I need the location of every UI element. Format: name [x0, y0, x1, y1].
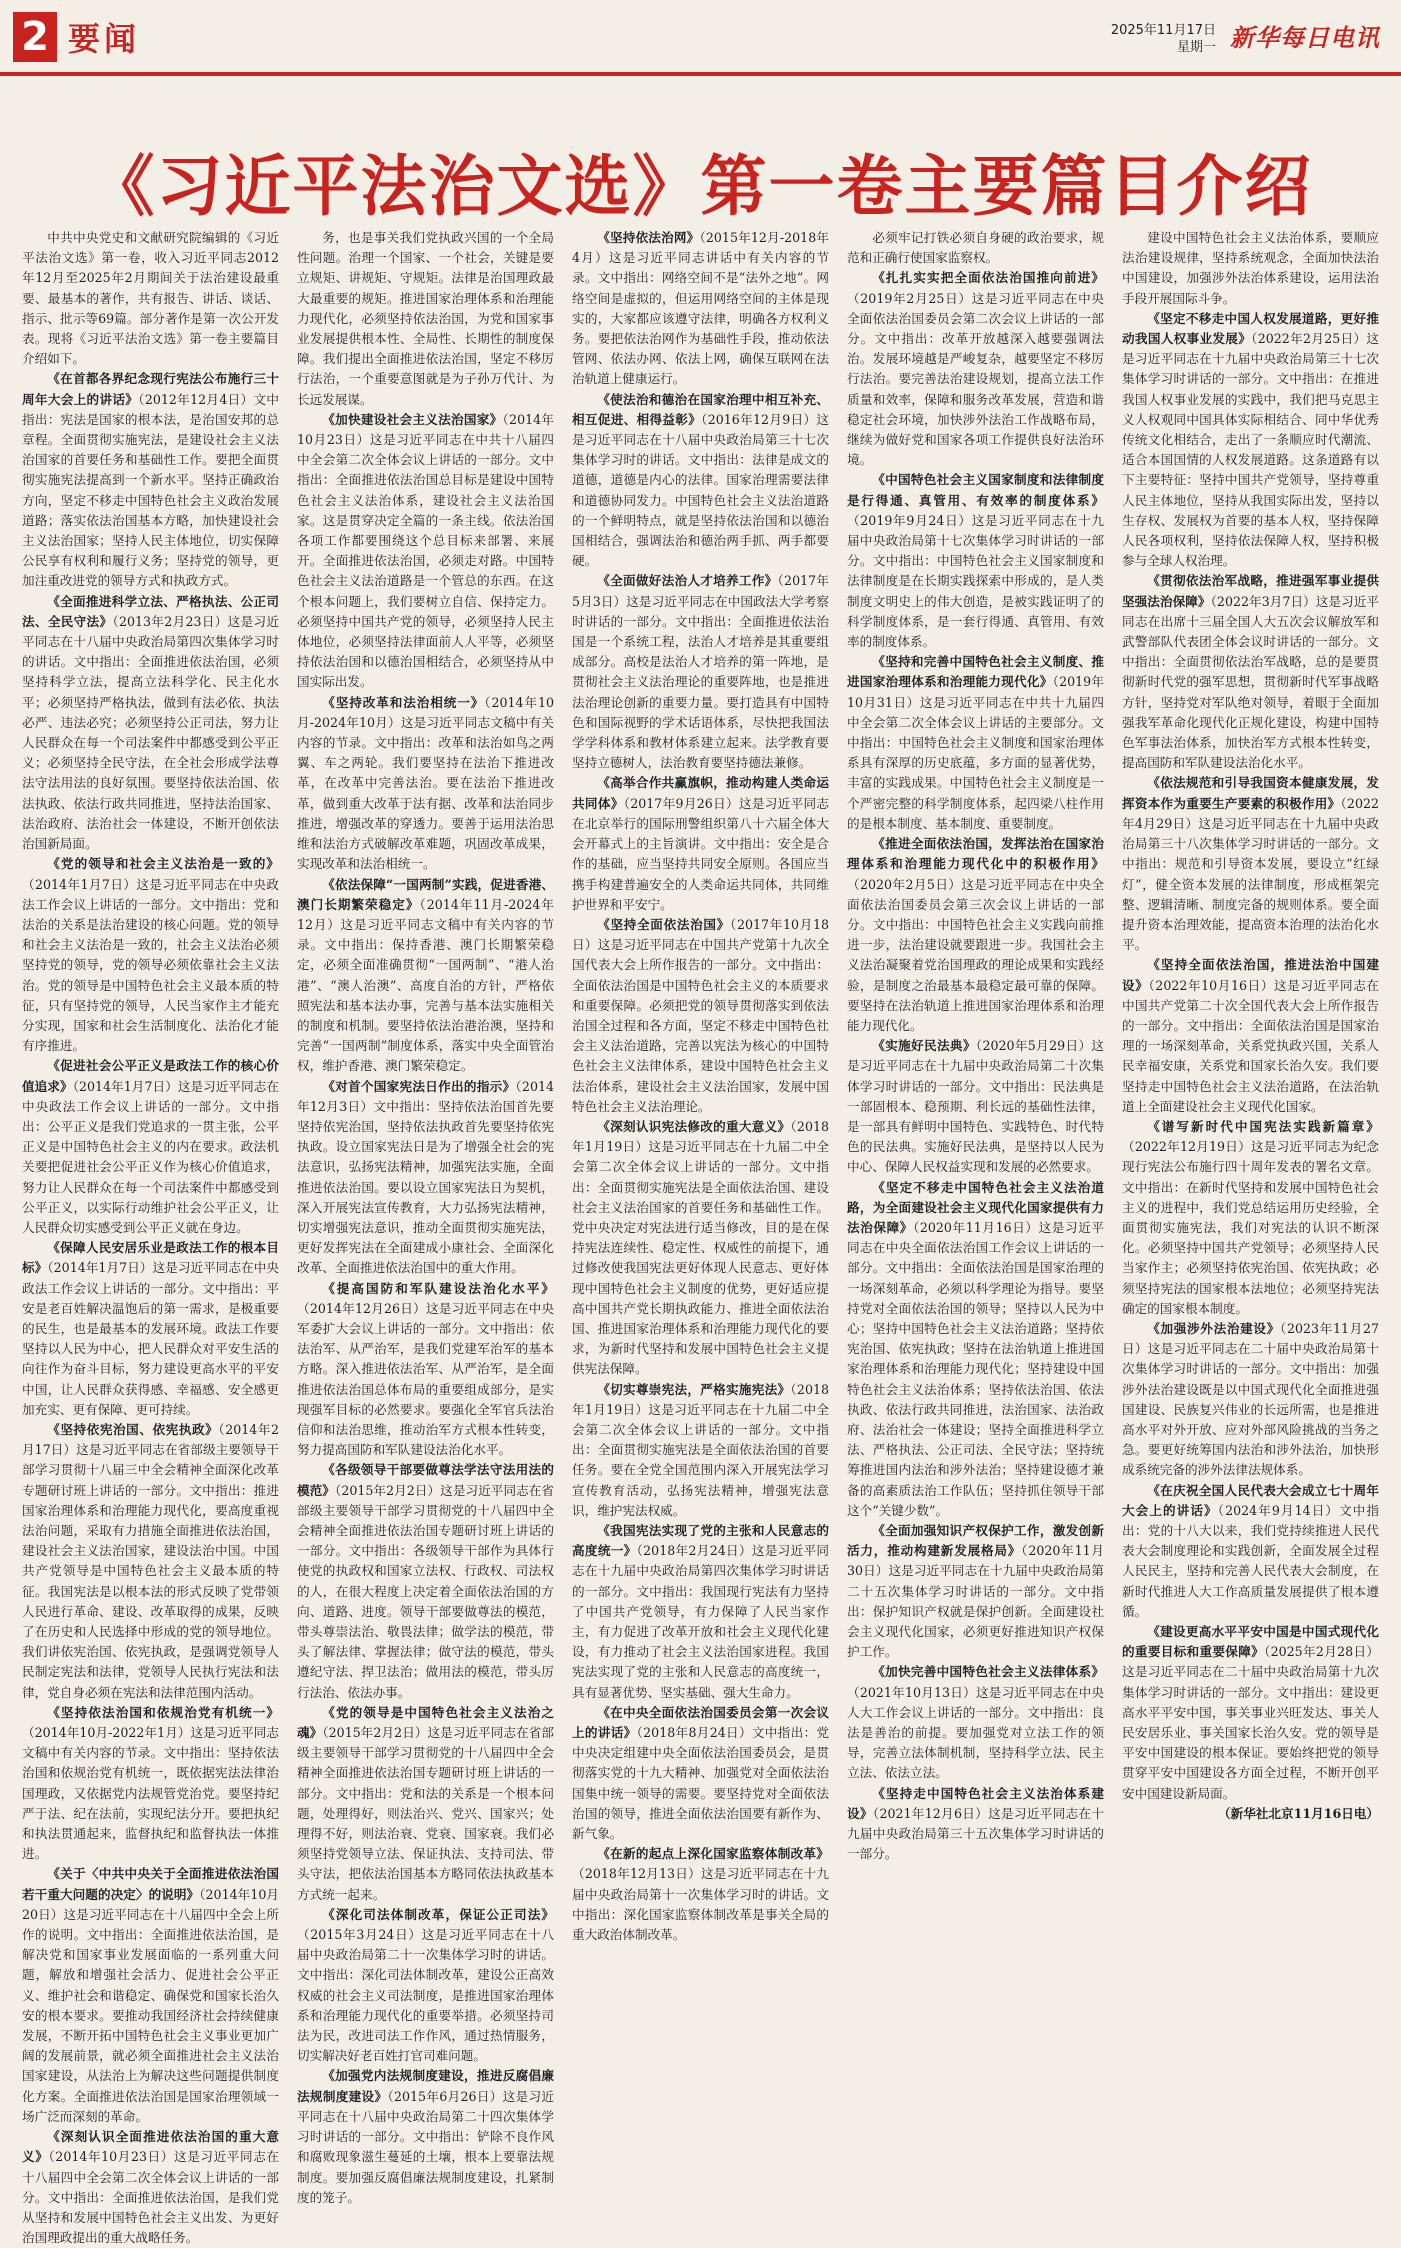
paragraph-text: （2015年2月2日）这是习近平同志在省部级主要领导干部学习贯彻党的十八届四中全会精神全面推进依法治国专题研讨班上讲话的一部分。文中指出：党和法的关系是一个根本问题，处理得好，则法治兴、党兴、国家兴；处理得不好，则法治衰、党衰、国家衰。我们必须坚持党领导立法、保证执法、支持司法、带头守法，把依法治国基本方略同依法执政基本方式统一起来。: [297, 1725, 555, 1902]
article-paragraph: [847, 1662, 1104, 1783]
issue-date: [1100, 22, 1216, 56]
article-headline: 《习近平法治文选》第一卷主要篇目介绍: [88, 147, 1313, 226]
paragraph-text: （2025年2月28日）这是习近平同志在二十届中央政治局第十九次集体学习时讲话的一部分。文中指出：建设更高水平平安中国，事关事业兴旺发达、事关人民安居乐业、事关国家长治久安。党的领导是平安中国建设的根本保证。要始终把党的领导贯穿平安中国建设各方面全过程，不断开创平安中国建设新局面。: [1122, 1644, 1380, 1801]
article-paragraph: [297, 410, 554, 693]
article-paragraph: [1122, 571, 1379, 773]
article-paragraph: [847, 652, 1104, 834]
work-title: 《使法治和德治在国家治理中相互补充、相互促进、相得益彰》: [572, 391, 829, 427]
article-paragraph: [22, 1864, 279, 2127]
article-paragraph: [22, 1703, 279, 1865]
article-paragraph: [22, 1420, 279, 1703]
article-paragraph: [572, 1521, 829, 1703]
section-name: 要闻: [68, 20, 141, 58]
work-title: 《贯彻依法治军战略，推进强军事业提供坚强法治保障》: [1122, 573, 1379, 609]
article-paragraph: [1122, 309, 1379, 572]
page-number: 2: [13, 12, 57, 62]
work-title: 《加强涉外法治建设》: [1147, 1320, 1280, 1336]
work-title: 《全面加强知识产权保护工作，激发创新活力，推动构建新发展格局》: [847, 1523, 1104, 1559]
article-paragraph: [572, 1380, 829, 1521]
work-title: 《谱写新时代中国宪法实践新篇章》: [1147, 1118, 1379, 1134]
paragraph-text: （2014年1月7日）这是习近平同志在中央政法工作会议上讲话的一部分。文中指出：公平正义是我们党追求的一贯主张，公平正义是中国特色社会主义的内在要求。政法机关要把促进社会公平正义作为核心价值追求，努力让人民群众在每一个司法案件中都感受到公平正义，以实际行动维护社会公平正义，让人民群众切实感受到公平正义就在身边。: [22, 1078, 280, 1235]
paragraph-text: （2023年11月27日）这是习近平同志在二十届中央政治局第十次集体学习时讲话的一部分。文中指出：加强涉外法治建设既是以中国式现代化全面推进强国建设、民族复兴伟业的长远所需，也是推进高水平对外开放、应对外部风险挑战的当务之急。要更好统筹国内法治和涉外法治，加快形成系统完备的涉外法律法规体系。: [1122, 1320, 1379, 1478]
weekday-text: 星期一: [1176, 40, 1216, 55]
work-title: 《提高国防和军队建设法治化水平》: [322, 1280, 554, 1296]
text-column: [297, 228, 555, 2205]
paragraph-text: （2018年12月13日）这是习近平同志在十九届中央政治局第十一次集体学习时的讲话。文中指出：深化国家监察体制改革是事关全局的重大政治体制改革。: [572, 1866, 829, 1943]
work-title: 《在庆祝全国人民代表大会成立七十周年大会上的讲话》: [1122, 1482, 1379, 1518]
article-paragraph: [22, 854, 279, 1056]
paragraph-text: （2022年2月25日）这是习近平同志在十九届中央政治局第三十七次集体学习时讲话的一部分。文中指出：在推进我国人权事业发展的实践中，我们把马克思主义人权观同中国具体实际相结合、同中华优秀传统文化相结合，走出了一条顺应时代潮流、适合本国国情的人权发展道路。这条道路有以下主要特征：坚持中国共产党领导，坚持尊重人民主体地位，坚持从我国实际出发，坚持以生存权、发展权为首要的基本人权，坚持保障人民各项权利，坚持依法保障人权，坚持积极参与全球人权治理。: [1122, 331, 1379, 569]
paragraph-text: 必须牢记打铁必须自身硬的政治要求，规范和正确行使国家监察权。: [847, 230, 1104, 266]
paragraph-text: （2014年11月-2024年12月）这是习近平同志文稿中有关内容的节录。文中指出：保持香港、澳门长期繁荣稳定，必须全面准确贯彻“一国两制”、“港人治港”、“澳人治澳”、高度自治的方针，严格依照宪法和基本法办事，完善与基本法实施相关的制度和机制。要坚持依法治港治澳，坚持和完善“一国两制”制度体系，落实中央全面管治权，维护香港、澳门繁荣稳定。: [297, 896, 554, 1074]
text-column: [22, 228, 280, 2246]
work-title: 《全面做好法治人才培养工作》: [597, 573, 778, 589]
article-paragraph: [22, 369, 279, 591]
work-title: 《保障人民安居乐业是政法工作的根本目标》: [22, 1240, 279, 1276]
paragraph-text: 中共中央党史和文献研究院编辑的《习近平法治文选》第一卷，收入习近平同志2012年12月至2025年2月期间关于法治建设最重要、最基本的著作，共有报告、讲话、谈话、指示、批示等69篇。部分著作是第一次公开发表。现将《习近平法治文选》第一卷主要篇目介绍如下。: [22, 230, 279, 367]
paragraph-text: （2012年12月4日）文中指出：宪法是国家的根本法，是治国安邦的总章程。全面贯彻实施宪法，是建设社会主义法治国家的首要任务和基础性工作。要把全面贯彻实施宪法提高到一个新水平。坚持正确政治方向，坚定不移走中国特色社会主义政治发展道路；落实依法治国基本方略，加快建设社会主义法治国家；坚持人民主体地位，切实保障公民享有权利和履行义务；坚持党的领导，更加注重改进党的领导方式和执政方式。: [22, 391, 279, 589]
date-text: 2025年11月17日: [1110, 23, 1216, 38]
paragraph-text: （2020年11月30日）这是习近平同志在十九届中央政治局第二十五次集体学习时讲话的一部分。文中指出：保护知识产权就是保护创新。全面建设社会主义现代化国家，必须更好推进知识产权保护工作。: [847, 1543, 1105, 1660]
work-title: 《切实尊崇宪法，严格实施宪法》: [597, 1381, 791, 1397]
work-title: 《深刻认识宪法修改的重大意义》: [597, 1118, 791, 1134]
article-paragraph: [572, 390, 829, 572]
article-paragraph: [847, 470, 1104, 652]
work-title: 《依法规范和引导我国资本健康发展，发挥资本作为重要生产要素的积极作用》: [1122, 775, 1379, 811]
paragraph-text: （2015年3月24日）这是习近平同志在十八届中央政治局第二十一次集体学习时的讲话。文中指出：深化司法体制改革，建设公正高效权威的社会主义司法制度，是推进国家治理体系和治理能力现代化的重要举措。必须坚持司法为民，改进司法工作作风，通过热情服务，切实解决好老百姓打官司难问题。: [297, 1927, 554, 2064]
paragraph-text: （2021年10月13日）这是习近平同志在中央人大工作会议上讲话的一部分。文中指出：良法是善治的前提。要加强党对立法工作的领导，完善立法体制机制，坚持科学立法、民主立法、依法立法。: [847, 1684, 1104, 1781]
paragraph-text: （2014年1月7日）这是习近平同志在中央政法工作会议上讲话的一部分。文中指出：平安是老百姓解决温饱后的第一需求，是极重要的民生，也是最基本的发展环境。政法工作要坚持以人民为中心，把人民群众对平安生活的向往作为奋斗目标，努力建设更高水平的平安中国，让人民群众获得感、幸福感、安全感更加充实、更有保障、更可持续。: [22, 1260, 280, 1417]
article-body: [22, 228, 1380, 2246]
work-title: 《坚持和完善中国特色社会主义制度、推进国家治理体系和治理能力现代化》: [847, 654, 1104, 690]
paragraph-text: （2014年10月-2022年1月）这是习近平同志文稿中有关内容的节录。文中指出：坚持依法治国和依规治党有机统一，既依据宪法法律治国理政，又依据党内法规管党治党。要坚持纪严于法、纪在法前，实现纪法分开。要把执纪和执法贯通起来，监督执纪和监督执法一体推进。: [22, 1725, 279, 1862]
article-paragraph: [847, 1784, 1104, 1865]
work-title: 《坚持全面依法治国，推进法治中国建设》: [1122, 957, 1379, 993]
paragraph-text: （2014年10月23日）这是习近平同志在中共十八届四中全会第二次全体会议上讲话的一部分。文中指出：全面推进依法治国总目标是建设中国特色社会主义法治体系，建设社会主义法治国家。这是贯穿决定全篇的一条主线。依法治国各项工作都要围绕这个总目标来部署、来展开。全面推进依法治国，必须走对路。中国特色社会主义法治道路是一个管总的东西。在这个根本问题上，我们要树立自信、保持定力。必须坚持中国共产党的领导，必须坚持人民主体地位，必须坚持法律面前人人平等，必须坚持依法治国和以德治国相结合，必须坚持从中国实际出发。: [297, 411, 554, 690]
article-paragraph: [22, 1238, 279, 1420]
paragraph-text: （2018年1月19日）这是习近平同志在十九届二中全会第二次全体会议上讲话的一部分。文中指出：全面贯彻实施宪法是全面依法治国的首要任务。要在全党全国范围内深入开展宪法学习宣传教育活动，弘扬宪法精神，增强宪法意识，维护宪法权威。: [572, 1381, 829, 1518]
article-paragraph: [1122, 955, 1379, 1117]
paragraph-text: （2018年2月24日）这是习近平同志在十九届中央政治局第四次集体学习时讲话的一部分。文中指出：我国现行宪法有力坚持了中国共产党领导，有力保障了人民当家作主，有力促进了改革开放和社会主义现代化建设，有力推动了社会主义法治国家进程。我国宪法实现了党的主张和人民意志的高度统一，具有显著优势、坚实基础、强大生命力。: [572, 1543, 830, 1700]
article-paragraph: [297, 693, 554, 875]
article-paragraph: [847, 834, 1104, 1036]
paragraph-text: （2014年10月23日）这是习近平同志在十八届四中全会第二次全体会议上讲话的一部分。文中指出：全面推进依法治国，是我们党从坚持和发展中国特色社会主义出发、为更好治国理政提出的重大战略任务。: [22, 2149, 279, 2246]
paragraph-text: （2014年2月17日）这是习近平同志在省部级主要领导干部学习贯彻十八届三中全会精神全面深化改革专题研讨班上讲话的一部分。文中指出：推进国家治理体系和治理能力现代化，要高度重视法治问题，采取有力措施全面推进依法治国，建设社会主义法治国家，建设法治中国。中国共产党领导是中国特色社会主义最本质的特征。我国宪法是以根本法的形式反映了党带领人民进行革命、建设、改革取得的成果，反映了在历史和人民选择中形成的党的领导地位。我们讲依宪治国、依宪执政，是强调党领导人民制定宪法和法律，党领导人民执行宪法和法律，党自身必须在宪法和法律范围内活动。: [22, 1421, 280, 1700]
article-paragraph: [847, 1036, 1104, 1177]
work-title: 《扎扎实实把全面依法治国推向前进》: [872, 270, 1104, 286]
article-paragraph: [22, 2127, 279, 2248]
work-title: 《党的领导和社会主义法治是一致的》: [47, 856, 279, 872]
work-title: 《坚持全面依法治国》: [597, 916, 730, 932]
work-title: 《实施好民法典》: [872, 1038, 976, 1054]
paragraph-text: （2022年10月16日）这是习近平同志在中国共产党第二十次全国代表大会上所作报告的一部分。文中指出：全面依法治国是国家治理的一场深刻革命，关系党执政兴国，关系人民幸福安康，关系党和国家长治久安。我们要坚持走中国特色社会主义法治道路，在法治轨道上全面建设社会主义现代化国家。: [1122, 977, 1379, 1114]
paragraph-text: （2022年12月19日）这是习近平同志为纪念现行宪法公布施行四十周年发表的署名文章。文中指出：在新时代坚持和发展中国特色社会主义的进程中，我们党总结运用历史经验，全面贯彻实施宪法，我们对宪法的认识不断深化。必须坚持中国共产党领导；必须坚持人民当家作主；必须坚持依宪治国、依宪执政；必须坚持宪法的国家根本法地位；必须坚持宪法确定的国家根本制度。: [1122, 1139, 1379, 1316]
work-title: 《中国特色社会主义国家制度和法律制度是行得通、真管用、有效率的制度体系》: [847, 472, 1104, 508]
work-title: 《坚持依宪治国、依宪执政》: [47, 1421, 219, 1437]
article-paragraph: [1122, 773, 1379, 955]
work-title: 《在中央全面依法治国委员会第一次会议上的讲话》: [572, 1704, 829, 1741]
paragraph-text: （2020年2月5日）这是习近平同志在中央全面依法治国委员会第三次会议上讲话的一部分。文中指出：中国特色社会主义实践向前推进一步，法治建设就要跟进一步。我国社会主义法治凝聚着党治国理政的理论成果和实践经验，是制度之治最基本最稳定最可靠的保障。要坚持在法治轨道上推进国家治理体系和治理能力现代化。: [847, 876, 1104, 1033]
paragraph-text: （2020年5月29日）这是习近平同志在十九届中央政治局第二十次集体学习时讲话的一部分。文中指出：民法典是一部固根本、稳预期、利长远的基础性法律，是一部具有鲜明中国特色、实践特色、时代特色的民法典。实施好民法典，是坚持以人民为中心、保障人民权益实现和发展的必然要求。: [847, 1038, 1104, 1175]
article-paragraph: [572, 1703, 829, 1844]
article-paragraph: [297, 1279, 554, 1461]
paragraph-text: （2015年6月26日）这是习近平同志在十八届中央政治局第二十四次集体学习时讲话的一部分。文中指出：铲除不良作风和腐败现象滋生蔓延的土壤，根本上要靠法规制度。要加强反腐倡廉法规制度建设，扎紧制度的笼子。: [297, 2088, 554, 2205]
article-paragraph: [297, 2066, 554, 2207]
work-title: 《推进全面依法治国，发挥法治在国家治理体系和治理能力现代化中的积极作用》: [847, 836, 1104, 872]
article-paragraph: [847, 1178, 1104, 1521]
work-title: 《坚定不移走中国特色社会主义法治道路，为全面建设社会主义现代化国家提供有力法治保障》: [847, 1179, 1104, 1235]
work-title: 《深刻认识全面推进依法治国的重大意义》: [22, 2129, 279, 2165]
article-paragraph: [572, 773, 829, 914]
dateline: [1122, 1804, 1379, 1824]
paragraph-text: （2018年8月24日）文中指出：党中央决定组建中央全面依法治国委员会，是贯彻落实党的十九大精神、加强党对全面依法治国集中统一领导的需要。要坚持党对全面依法治国的领导，推进全面依法治国要有新作为、新气象。: [572, 1725, 830, 1842]
work-title: 《在新的起点上深化国家监察体制改革》: [597, 1846, 829, 1862]
article-paragraph: [297, 228, 554, 410]
article-paragraph: [847, 1521, 1104, 1662]
article-paragraph: [22, 592, 279, 855]
work-title: 《加快建设社会主义法治国家》: [322, 411, 503, 427]
article-paragraph: [1122, 1117, 1379, 1319]
paragraph-text: （2021年12月6日）这是习近平同志在十九届中央政治局第三十五次集体学习时讲话的一部分。: [847, 1805, 1104, 1862]
work-title: 《坚定不移走中国人权发展道路，更好推动我国人权事业发展》: [1122, 310, 1379, 347]
article-paragraph: [1122, 1319, 1379, 1481]
paragraph-text: 务，也是事关我们党执政兴国的一个全局性问题。治理一个国家、一个社会，关键是要立规矩、讲规矩、守规矩。法律是治国理政最大最重要的规矩。推进国家治理体系和治理能力现代化，必须坚持依法治国，为党和国家事业发展提供根本性、全局性、长期性的制度保障。我们提出全面推进依法治国，坚定不移厉行法治，一个重要意图就是为子孙万代计、为长远发展谋。: [297, 230, 554, 407]
paragraph-text: （新华社北京11月16日电）: [1218, 1805, 1379, 1821]
article-paragraph: [572, 228, 829, 390]
work-title: 《深化司法体制改革，保证公正司法》: [322, 1906, 554, 1922]
work-title: 《高举合作共赢旗帜，推动构建人类命运共同体》: [572, 775, 829, 811]
article-paragraph: [297, 1077, 554, 1279]
text-column: [847, 228, 1104, 2010]
work-title: 《促进社会公平正义是政法工作的核心价值追求》: [22, 1058, 279, 1094]
article-paragraph: [22, 1056, 279, 1238]
paragraph-text: （2019年2月25日）这是习近平同志在中央全面依法治国委员会第二次会议上讲话的一部分。文中指出：改革开放越深入越要强调法治。发展环境越是严峻复杂，越要坚定不移厉行法治。要完善法治建设规划，提高立法工作质量和效率，保障和服务改革发展，营造和谐稳定社会环境，加快涉外法治工作战略布局，继续为做好党和国家各项工作提供良好法治环境。: [847, 290, 1104, 468]
masthead-divider: [0, 72, 1401, 76]
article-paragraph: [297, 1905, 554, 2067]
work-title: 《全面推进科学立法、严格执法、公正司法、全民守法》: [22, 593, 279, 629]
article-paragraph: [1122, 1622, 1379, 1804]
work-title: 《建设更高水平平安中国是中国式现代化的重要目标和重要保障》: [1122, 1624, 1379, 1660]
paragraph-text: （2020年11月16日）这是习近平同志在中央全面依法治国工作会议上讲话的一部分。文中指出：全面依法治国是国家治理的一场深刻革命，必须以科学理论为指导。要坚持党对全面依法治国的领导；坚持以人民为中心；坚持中国特色社会主义法治道路；坚持依宪治国、依宪执政；坚持在法治轨道上推进国家治理体系和治理能力现代化；坚持建设中国特色社会主义法治体系；坚持依法治国、依法执政、依法行政共同推进，法治国家、法治政府、法治社会一体建设；坚持全面推进科学立法、严格执法、公正司法、全民守法；坚持统筹推进国内法治和涉外法治；坚持建设德才兼备的高素质法治工作队伍；坚持抓住领导干部这个“关键少数”。: [847, 1219, 1104, 1518]
work-title: 《坚持依法治国和依规治党有机统一》: [47, 1704, 279, 1720]
work-title: 《坚持走中国特色社会主义法治体系建设》: [847, 1785, 1104, 1821]
paragraph-text: （2017年9月26日）这是习近平同志在北京举行的国际刑警组织第八十六届全体大会开幕式上的主旨演讲。文中指出：安全是合作的基础，应当坚持共同安全原则。各国应当携手构建普遍安全的人类命运共同体，共同维护世界和平安宁。: [572, 795, 830, 912]
article-paragraph: [1122, 1481, 1379, 1622]
work-title: 《关于〈中共中央关于全面推进依法治国若干重大问题的决定〉的说明》: [22, 1866, 279, 1902]
paragraph-text: （2015年2月2日）这是习近平同志在省部级主要领导干部学习贯彻党的十八届四中全会精神全面推进依法治国专题研讨班上讲话的一部分。文中指出：各级领导干部作为具体行使党的执政权和国家立法权、行政权、司法权的人，在很大程度上决定着全面依法治国的方向、道路、进度。领导干部要做尊法的模范，带头尊崇法治、敬畏法律；做学法的模范，带头了解法律、掌握法律；做守法的模范，带头遵纪守法、捍卫法治；做用法的模范，带头厉行法治、依法办事。: [297, 1482, 555, 1700]
work-title: 《我国宪法实现了党的主张和人民意志的高度统一》: [572, 1523, 829, 1559]
article-paragraph: [297, 1703, 554, 1905]
masthead: [0, 0, 1401, 72]
paragraph-text: 建设中国特色社会主义法治体系，要顺应法治建设规律，坚持系统观念，全面加快法治中国建设，加强涉外法治体系建设，运用法治手段开展国际斗争。: [1122, 230, 1379, 306]
paragraph-text: （2014年1月7日）这是习近平同志在中央政法工作会议上讲话的一部分。文中指出：党和法治的关系是法治建设的核心问题。党的领导和社会主义法治是一致的，社会主义法治必须坚持党的领导，党的领导必须依靠社会主义法治。党的领导是中国特色社会主义最本质的特征，只有坚持党的领导，人民当家作主才能充分实现，国家和社会生活制度化、法治化才能有序推进。: [22, 876, 279, 1054]
work-title: 《加强党内法规制度建设，推进反腐倡廉法规制度建设》: [297, 2068, 554, 2104]
work-title: 《依法保障“一国两制”实践，促进香港、澳门长期繁荣稳定》: [297, 876, 554, 912]
paragraph-text: （2014年10月20日）这是习近平同志在十八届四中全会上所作的说明。文中指出：全面推进依法治国，是解决党和国家事业发展面临的一系列重大问题，解放和增强社会活力、促进社会公平正义、维护社会和谐稳定、确保党和国家长治久安的根本要求。要推动我国经济社会持续健康发展，不断开拓中国特色社会主义事业更加广阔的发展前景，就必须全面推进社会主义法治国家建设，从法治上为解决这些问题提供制度化方案。全面推进依法治国是国家治理领域一场广泛而深刻的革命。: [22, 1886, 279, 2124]
paragraph-text: （2014年10月-2024年10月）这是习近平同志文稿中有关内容的节录。文中指出：改革和法治如鸟之两翼、车之两轮。我们要坚持在法治下推进改革，在改革中完善法治。要在法治下推进改革，做到重大改革于法有据、改革和法治同步推进，增强改革的穿透力。要善于运用法治思维和法治方式破解改革难题，巩固改革成果，实现改革和法治相统一。: [297, 694, 555, 872]
paragraph-text: （2022年3月7日）这是习近平同志在出席十三届全国人大五次会议解放军和武警部队代表团全体会议时讲话的一部分。文中指出：全面贯彻依法治军战略，总的是要贯彻新时代党的强军思想，贯彻新时代军事战略方针，坚持党对军队绝对领导，着眼于全面加强我军革命化现代化正规化建设，构建中国特色军事法治体系，加快治军方式根本性转变，提高国防和军队建设法治化水平。: [1122, 593, 1380, 771]
article-paragraph: [297, 1460, 554, 1702]
text-column: [572, 228, 829, 2010]
article-paragraph: [572, 1117, 829, 1380]
paragraph-text: （2019年9月24日）这是习近平同志在十九届中央政治局第十七次集体学习时讲话的一部分。文中指出：中国特色社会主义国家制度和法律制度是在长期实践探索中形成的，是人类制度文明史上的伟大创造，是被实践证明了的科学制度体系，是一套行得通、真管用、有效率的制度体系。: [847, 512, 1104, 650]
paragraph-text: （2018年1月19日）这是习近平同志在十九届二中全会第二次全体会议上讲话的一部分。文中指出：全面贯彻实施宪法是全面依法治国、建设社会主义法治国家的首要任务和基础性工作。党中央决定对宪法进行适当修改，目的是在保持宪法连续性、稳定性、权威性的前提下，通过修改使我国宪法更好体现人民意志、更好体现中国特色社会主义制度的优势，更好适应提高中国共产党长期执政能力、推进全面依法治国、推进国家治理体系和治理能力现代化的要求，为新时代坚持和发展中国特色社会主义提供宪法保障。: [572, 1118, 829, 1377]
paragraph-text: （2015年12月-2018年4月）这是习近平同志讲话中有关内容的节录。文中指出：网络空间不是“法外之地”。网络空间是虚拟的，但运用网络空间的主体是现实的，大家都应该遵守法律，明确各方权利义务。要把依法治网作为基础性手段，推动依法管网、依法办网、依法上网，确保互联网在法治轨道上健康运行。: [572, 230, 829, 387]
paragraph-text: （2017年10月18日）这是习近平同志在中国共产党第十九次全国代表大会上所作报告的一部分。文中指出：全面依法治国是中国特色社会主义的本质要求和重要保障。必须把党的领导贯彻落实到依法治国全过程和各方面，坚定不移走中国特色社会主义法治道路，完善以宪法为核心的中国特色社会主义法律体系，建设中国特色社会主义法治体系，建设社会主义法治国家，发展中国特色社会主义法治理论。: [572, 916, 829, 1114]
work-title: 《坚持依法治网》: [597, 230, 700, 245]
paragraph-text: （2022年4月29日）这是习近平同志在十九届中央政治局第三十八次集体学习时讲话的一部分。文中指出：规范和引导资本发展，要设立“红绿灯”，健全资本发展的法律制度，形成框架完整、逻辑清晰、制度完备的规则体系。要全面提升资本治理效能，提高资本治理的法治化水平。: [1122, 795, 1379, 953]
paragraph-text: （2019年10月31日）这是习近平同志在中共十九届四中全会第二次全体会议上讲话的主要部分。文中指出：中国特色社会主义制度和国家治理体系具有深厚的历史底蕴，多方面的显著优势，丰富的实践成果。中国特色社会主义制度是一个严密完整的科学制度体系，起四梁八柱作用的是根本制度、基本制度、重要制度。: [847, 674, 1104, 831]
work-title: 《加快完善中国特色社会主义法律体系》: [872, 1664, 1104, 1680]
text-column: [1122, 228, 1379, 2010]
article-paragraph: [22, 228, 279, 369]
article-paragraph: [847, 268, 1104, 470]
newspaper-logo: 新华每日电讯: [1230, 23, 1380, 52]
paragraph-text: （2014年12月3日）文中指出：坚持依法治国首先要坚持依宪治国，坚持依法执政首先要坚持依宪执政。设立国家宪法日是为了增强全社会的宪法意识，弘扬宪法精神，加强宪法实施，全面推进依法治国。要以设立国家宪法日为契机，深入开展宪法宣传教育，大力弘扬宪法精神，切实增强宪法意识，推动全面贯彻实施宪法，更好发挥宪法在全面建成小康社会、全面深化改革、全面推进依法治国中的重大作用。: [297, 1078, 554, 1276]
article-paragraph: [572, 571, 829, 773]
article-paragraph: [1122, 228, 1379, 309]
paragraph-text: （2014年12月26日）这是习近平同志在中央军委扩大会议上讲话的一部分。文中指出：依法治军、从严治军，是我们党建军治军的基本方略。深入推进依法治军、从严治军，是全面推进依法治国总体布局的重要组成部分，是实现强军目标的必然要求。要强化全军官兵法治信仰和法治思维，推动治军方式根本性转变，努力提高国防和军队建设法治化水平。: [297, 1300, 554, 1458]
article-paragraph: [572, 1844, 829, 1945]
article-paragraph: [847, 228, 1104, 268]
paragraph-text: （2016年12月9日）这是习近平同志在十八届中央政治局第三十七次集体学习时的讲话。文中指出：法律是成文的道德，道德是内心的法律。国家治理需要法律和道德协同发力。中国特色社会主义法治道路的一个鲜明特点，就是坚持依法治国和以德治国相结合，强调法治和德治两手抓、两手都要硬。: [572, 411, 829, 569]
paragraph-text: （2017年5月3日）这是习近平同志在中国政法大学考察时讲话的一部分。文中指出：全面推进依法治国是一个系统工程，法治人才培养是其重要组成部分。高校是法治人才培养的第一阵地，是贯彻社会主义法治理论的重要阵地，也是推进法治理论创新的重要力量。要打造具有中国特色和国际视野的学术话语体系，尽快把我国法学学科体系和教材体系建立起来。法学教育要坚持立德树人，法治教育要坚持德法兼修。: [572, 573, 829, 771]
work-title: 《在首都各界纪念现行宪法公布施行三十周年大会上的讲话》: [22, 371, 279, 407]
article-paragraph: [572, 915, 829, 1117]
paragraph-text: （2024年9月14日）文中指出：党的十八大以来，我们党持续推进人民代表大会制度理论和实践创新，全面发展全过程人民民主，坚持和完善人民代表大会制度，在新时代推进人大工作高质量发展提供了根本遵循。: [1122, 1502, 1380, 1619]
paragraph-text: （2013年2月23日）这是习近平同志在十八届中央政治局第四次集体学习时的讲话。文中指出：全面推进依法治国，必须坚持科学立法，提高立法科学化、民主化水平；必须坚持严格执法，做到有法必依、执法必严、违法必究；必须坚持公正司法，努力让人民群众在每一个司法案件中都感受到公平正义；必须坚持全民守法，在全社会形成学法尊法守法用法的良好氛围。要坚持依法治国、依法执政、依法行政共同推进，坚持法治国家、法治政府、法治社会一体建设，不断开创依法治国新局面。: [22, 613, 279, 852]
work-title: 《坚持改革和法治相统一》: [322, 694, 485, 710]
work-title: 《党的领导是中国特色社会主义法治之魂》: [297, 1704, 554, 1741]
work-title: 《对首个国家宪法日作出的指示》: [322, 1078, 516, 1094]
article-paragraph: [297, 875, 554, 1077]
work-title: 《各级领导干部要做尊法学法守法用法的模范》: [297, 1462, 554, 1498]
